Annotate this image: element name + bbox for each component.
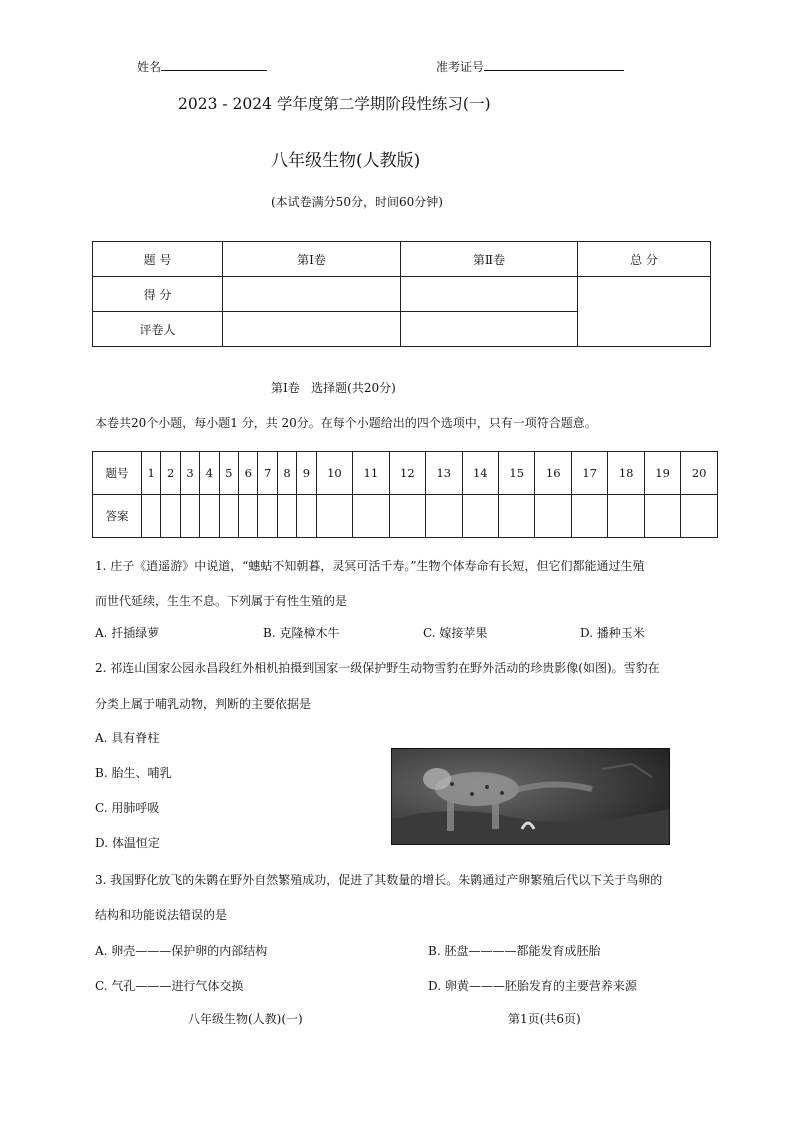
q1-line1: 1. 庄子《逍遥游》中说道，“蟪蛄不知朝暮，灵冥可活千寿。”生物个体寿命有长短，但它们都能通过生殖	[95, 559, 645, 573]
total-score-cell[interactable]	[578, 277, 711, 347]
snow-leopard-photo	[391, 748, 670, 845]
answer-row2-label: 答案	[93, 495, 142, 538]
question-number-cell: 18	[608, 452, 644, 495]
q3-line1: 3. 我国野化放飞的朱鹮在野外自然繁殖成功，促进了其数量的增长。朱鹮通过产卵繁殖后代以下关于鸟卵的	[95, 873, 663, 887]
question-number-cell: 5	[219, 452, 238, 495]
q1-option-a: A. 扦插绿萝	[95, 626, 160, 640]
name-blank[interactable]	[161, 58, 267, 71]
question-number-cell: 2	[161, 452, 180, 495]
question-number-cell: 3	[180, 452, 199, 495]
score-header-total: 总 分	[578, 242, 711, 277]
answer-cell[interactable]	[571, 495, 607, 538]
q1-line2: 而世代延续，生生不息。下列属于有性生殖的是	[95, 594, 348, 608]
answer-cell[interactable]	[681, 495, 718, 538]
answer-cell[interactable]	[462, 495, 498, 538]
question-number-cell: 4	[200, 452, 219, 495]
answer-cell[interactable]	[142, 495, 161, 538]
answer-cell[interactable]	[239, 495, 258, 538]
question-number-cell: 1	[142, 452, 161, 495]
score-header-part2: 第Ⅱ卷	[401, 242, 578, 277]
q3-option-a: A. 卵壳———保护卵的内部结构	[95, 944, 268, 958]
answer-cell[interactable]	[535, 495, 571, 538]
answer-cell[interactable]	[644, 495, 680, 538]
q2-option-a: A. 具有脊柱	[95, 731, 160, 745]
q2-line2: 分类上属于哺乳动物，判断的主要依据是	[95, 697, 312, 711]
question-number-cell: 14	[462, 452, 498, 495]
footer-page-number: 第1页(共6页)	[508, 1012, 581, 1026]
answer-cell[interactable]	[353, 495, 389, 538]
section-title: 第Ⅰ卷 选择题(共20分)	[271, 381, 396, 395]
answer-cell[interactable]	[316, 495, 352, 538]
answer-cell[interactable]	[219, 495, 238, 538]
answer-cell[interactable]	[180, 495, 199, 538]
answer-row1-label: 题号	[93, 452, 142, 495]
question-number-cell: 7	[258, 452, 277, 495]
score-table	[92, 241, 711, 347]
score-row-label: 得 分	[93, 277, 223, 312]
question-number-cell: 9	[297, 452, 316, 495]
q3-option-d: D. 卵黄———胚胎发育的主要营养来源	[428, 979, 637, 993]
answer-cell[interactable]	[426, 495, 462, 538]
question-number-cell: 6	[239, 452, 258, 495]
score-header-part1: 第Ⅰ卷	[223, 242, 401, 277]
name-field	[137, 58, 267, 75]
q3-option-b: B. 胚盘————都能发育成胚胎	[428, 944, 601, 958]
grader-cell[interactable]	[401, 312, 578, 347]
question-number-cell: 11	[353, 452, 389, 495]
question-number-cell: 10	[316, 452, 352, 495]
q2-option-b: B. 胎生、哺乳	[95, 766, 172, 780]
snow-leopard-image	[392, 749, 669, 844]
question-number-cell: 16	[535, 452, 571, 495]
question-number-cell: 15	[499, 452, 535, 495]
q3-line2: 结构和功能说法错误的是	[95, 908, 228, 922]
question-number-cell: 17	[571, 452, 607, 495]
answer-cell[interactable]	[200, 495, 219, 538]
grader-cell[interactable]	[223, 312, 401, 347]
q1-option-b: B. 克隆樟木牛	[263, 626, 340, 640]
answer-cell[interactable]	[389, 495, 425, 538]
answer-cell[interactable]	[277, 495, 296, 538]
question-number-cell: 20	[681, 452, 718, 495]
score-cell[interactable]	[223, 277, 401, 312]
question-number-cell: 12	[389, 452, 425, 495]
exam-id-label: 准考证号	[436, 60, 485, 74]
score-cell[interactable]	[401, 277, 578, 312]
q2-option-c: C. 用肺呼吸	[95, 801, 160, 815]
answer-cell[interactable]	[161, 495, 180, 538]
question-number-cell: 8	[277, 452, 296, 495]
exam-title: 2023 - 2024 学年度第二学期阶段性练习(一)	[178, 95, 491, 113]
answer-cell[interactable]	[499, 495, 535, 538]
question-number-cell: 13	[426, 452, 462, 495]
q1-option-d: D. 播种玉米	[580, 626, 645, 640]
answer-cell[interactable]	[258, 495, 277, 538]
grader-row-label: 评卷人	[93, 312, 223, 347]
question-number-cell: 19	[644, 452, 680, 495]
score-header-number: 题 号	[93, 242, 223, 277]
exam-id-field	[436, 58, 624, 75]
footer-course: 八年级生物(人教)(一)	[188, 1012, 303, 1026]
exam-note: (本试卷满分50分，时间60分钟)	[271, 195, 443, 209]
exam-subtitle: 八年级生物(人教版)	[271, 151, 421, 171]
answer-table	[92, 451, 718, 538]
q2-option-d: D. 体温恒定	[95, 836, 160, 850]
answer-cell[interactable]	[608, 495, 644, 538]
section-instructions: 本卷共20个小题，每小题1 分，共 20分。在每个小题给出的四个选项中，只有一项符合题意。	[95, 416, 597, 430]
name-label: 姓名	[137, 60, 162, 74]
q1-option-c: C. 嫁接苹果	[423, 626, 488, 640]
exam-id-blank[interactable]	[484, 58, 624, 71]
answer-cell[interactable]	[297, 495, 316, 538]
q2-line1: 2. 祁连山国家公园永昌段红外相机拍摄到国家一级保护野生动物雪豹在野外活动的珍贵影像(如图)。雪豹在	[95, 661, 660, 675]
q3-option-c: C. 气孔———进行气体交换	[95, 979, 244, 993]
